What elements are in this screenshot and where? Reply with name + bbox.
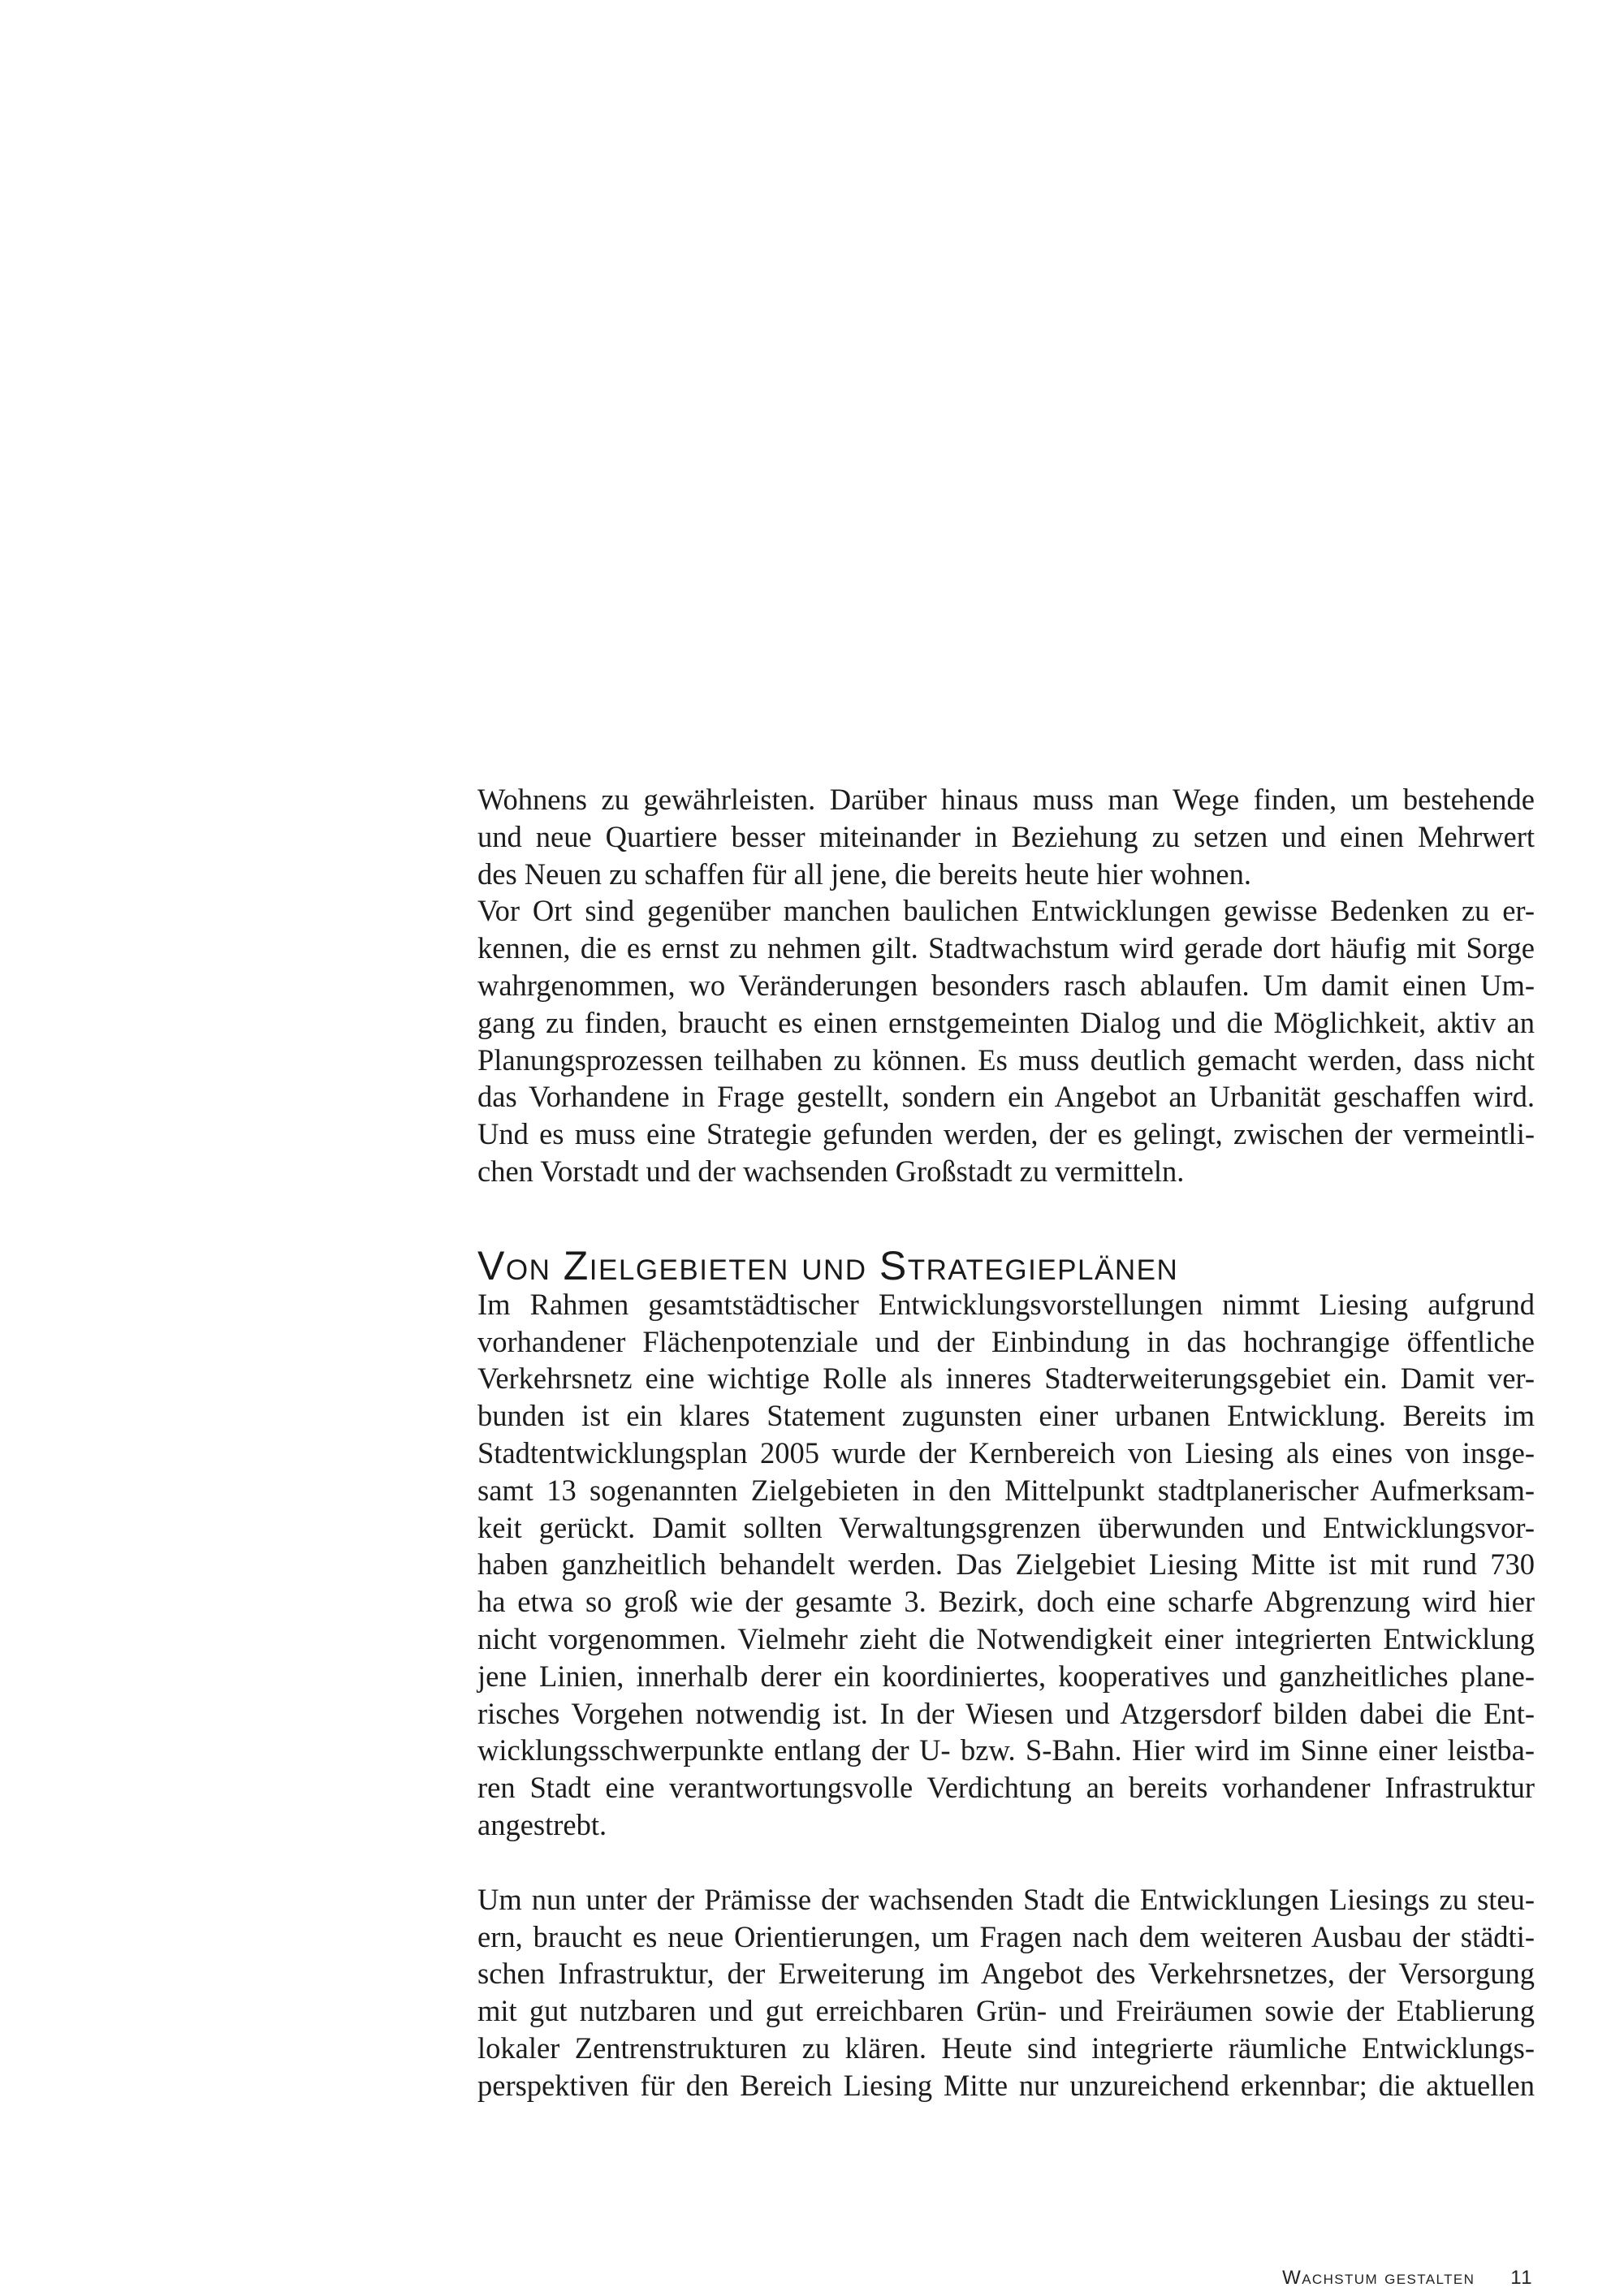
- text-line: Und es muss eine Strategie gefunden werden, der es gelingt, zwischen der vermeintli-: [477, 1117, 1535, 1151]
- text-line: mit gut nutzbaren und gut erreichbaren Grün- und Freiräumen sowie der Etablierung: [477, 1994, 1535, 2028]
- text-line: risches Vorgehen notwendig ist. In der Wiesen und Atzgersdorf bilden dabei die Ent-: [477, 1696, 1535, 1730]
- text-line: wahrgenommen, wo Veränderungen besonders rasch ablaufen. Um damit einen Um-: [477, 968, 1535, 1002]
- text-column: [477, 781, 1535, 2104]
- text-line: keit gerückt. Damit sollten Verwaltungsgrenzen überwunden und Entwicklungsvor-: [477, 1510, 1535, 1544]
- text-line: Verkehrsnetz eine wichtige Rolle als inneres Stadterweiterungsgebiet ein. Damit ver-: [477, 1362, 1535, 1396]
- text-line: ren Stadt eine verantwortungsvolle Verdichtung an bereits vorhandener Infrastruktur: [477, 1771, 1535, 1805]
- text-line: Um nun unter der Prämisse der wachsenden Stadt die Entwicklungen Liesings zu steu-: [477, 1882, 1535, 1916]
- text-line: angestrebt.: [477, 1807, 607, 1841]
- text-line: Wohnens zu gewährleisten. Darüber hinaus muss man Wege finden, um bestehende: [477, 783, 1535, 816]
- text-line: und neue Quartiere besser miteinander in Beziehung zu setzen und einen Mehrwert: [477, 819, 1535, 853]
- page-footer: [1282, 2267, 1533, 2290]
- text-line: bunden ist ein klares Statement zugunsten einer urbanen Entwicklung. Bereits im: [477, 1399, 1535, 1433]
- text-line: das Vorhandene in Frage gestellt, sondern ein Angebot an Urbanität geschaffen wird.: [477, 1080, 1535, 1114]
- text-line: ha etwa so groß wie der gesamte 3. Bezirk, doch eine scharfe Abgrenzung wird hier: [477, 1585, 1535, 1619]
- text-line: samt 13 sogenannten Zielgebieten in den Mittelpunkt stadtplanerischer Aufmerksam-: [477, 1473, 1535, 1507]
- text-line: nicht vorgenommen. Vielmehr zieht die Notwendigkeit einer integrierten Entwicklung: [477, 1621, 1535, 1655]
- section-heading: Von Zielgebieten und Strategieplänen: [477, 1242, 1179, 1288]
- text-line: kennen, die es ernst zu nehmen gilt. Stadtwachstum wird gerade dort häufig mit Sorge: [477, 931, 1535, 965]
- text-line: ern, braucht es neue Orientierungen, um Fragen nach dem weiteren Ausbau der städti-: [477, 1919, 1535, 1953]
- text-line: haben ganzheitlich behandelt werden. Das Zielgebiet Liesing Mitte ist mit rund 730: [477, 1547, 1535, 1582]
- page-number: 11: [1510, 2267, 1533, 2289]
- text-line: gang zu finden, braucht es einen ernstgemeinten Dialog und die Möglichkeit, aktiv an: [477, 1005, 1535, 1039]
- text-line: jene Linien, innerhalb derer ein koordiniertes, kooperatives und ganzheitliches plane-: [477, 1659, 1535, 1693]
- paragraph-gap: [477, 1844, 1535, 1881]
- section-paragraph-2: [477, 1881, 1535, 2104]
- text-line: Im Rahmen gesamtstädtischer Entwicklungsvorstellungen nimmt Liesing aufgrund: [477, 1287, 1535, 1321]
- running-title: Wachstum gestalten: [1282, 2267, 1475, 2289]
- text-line: schen Infrastruktur, der Erweiterung im Angebot des Verkehrsnetzes, der Versorgung: [477, 1957, 1535, 1991]
- text-line: vorhandener Flächenpotenziale und der Einbindung in das hochrangige öffentliche: [477, 1324, 1535, 1358]
- text-line: perspektiven für den Bereich Liesing Mitte nur unzureichend erkennbar; die aktuellen: [477, 2068, 1535, 2102]
- section-paragraph-1: [477, 1286, 1535, 1844]
- text-line: Vor Ort sind gegenüber manchen baulichen Entwicklungen gewisse Bedenken zu er-: [477, 894, 1535, 928]
- text-line: des Neuen zu schaffen für all jene, die bereits heute hier wohnen.: [477, 857, 1252, 891]
- text-line: Planungsprozessen teilhaben zu können. Es muss deutlich gemacht werden, dass nicht: [477, 1042, 1535, 1077]
- text-line: chen Vorstadt und der wachsenden Großstadt zu vermitteln.: [477, 1154, 1185, 1188]
- text-line: wicklungsschwerpunkte entlang der U- bzw. S-Bahn. Hier wird im Sinne einer leistba-: [477, 1733, 1535, 1767]
- text-line: Stadtentwicklungsplan 2005 wurde der Kernbereich von Liesing als eines von insge-: [477, 1435, 1535, 1470]
- text-line: lokaler Zentrenstrukturen zu klären. Heute sind integrierte räumliche Entwicklungs-: [477, 2031, 1535, 2065]
- intro-paragraph: [477, 781, 1535, 1190]
